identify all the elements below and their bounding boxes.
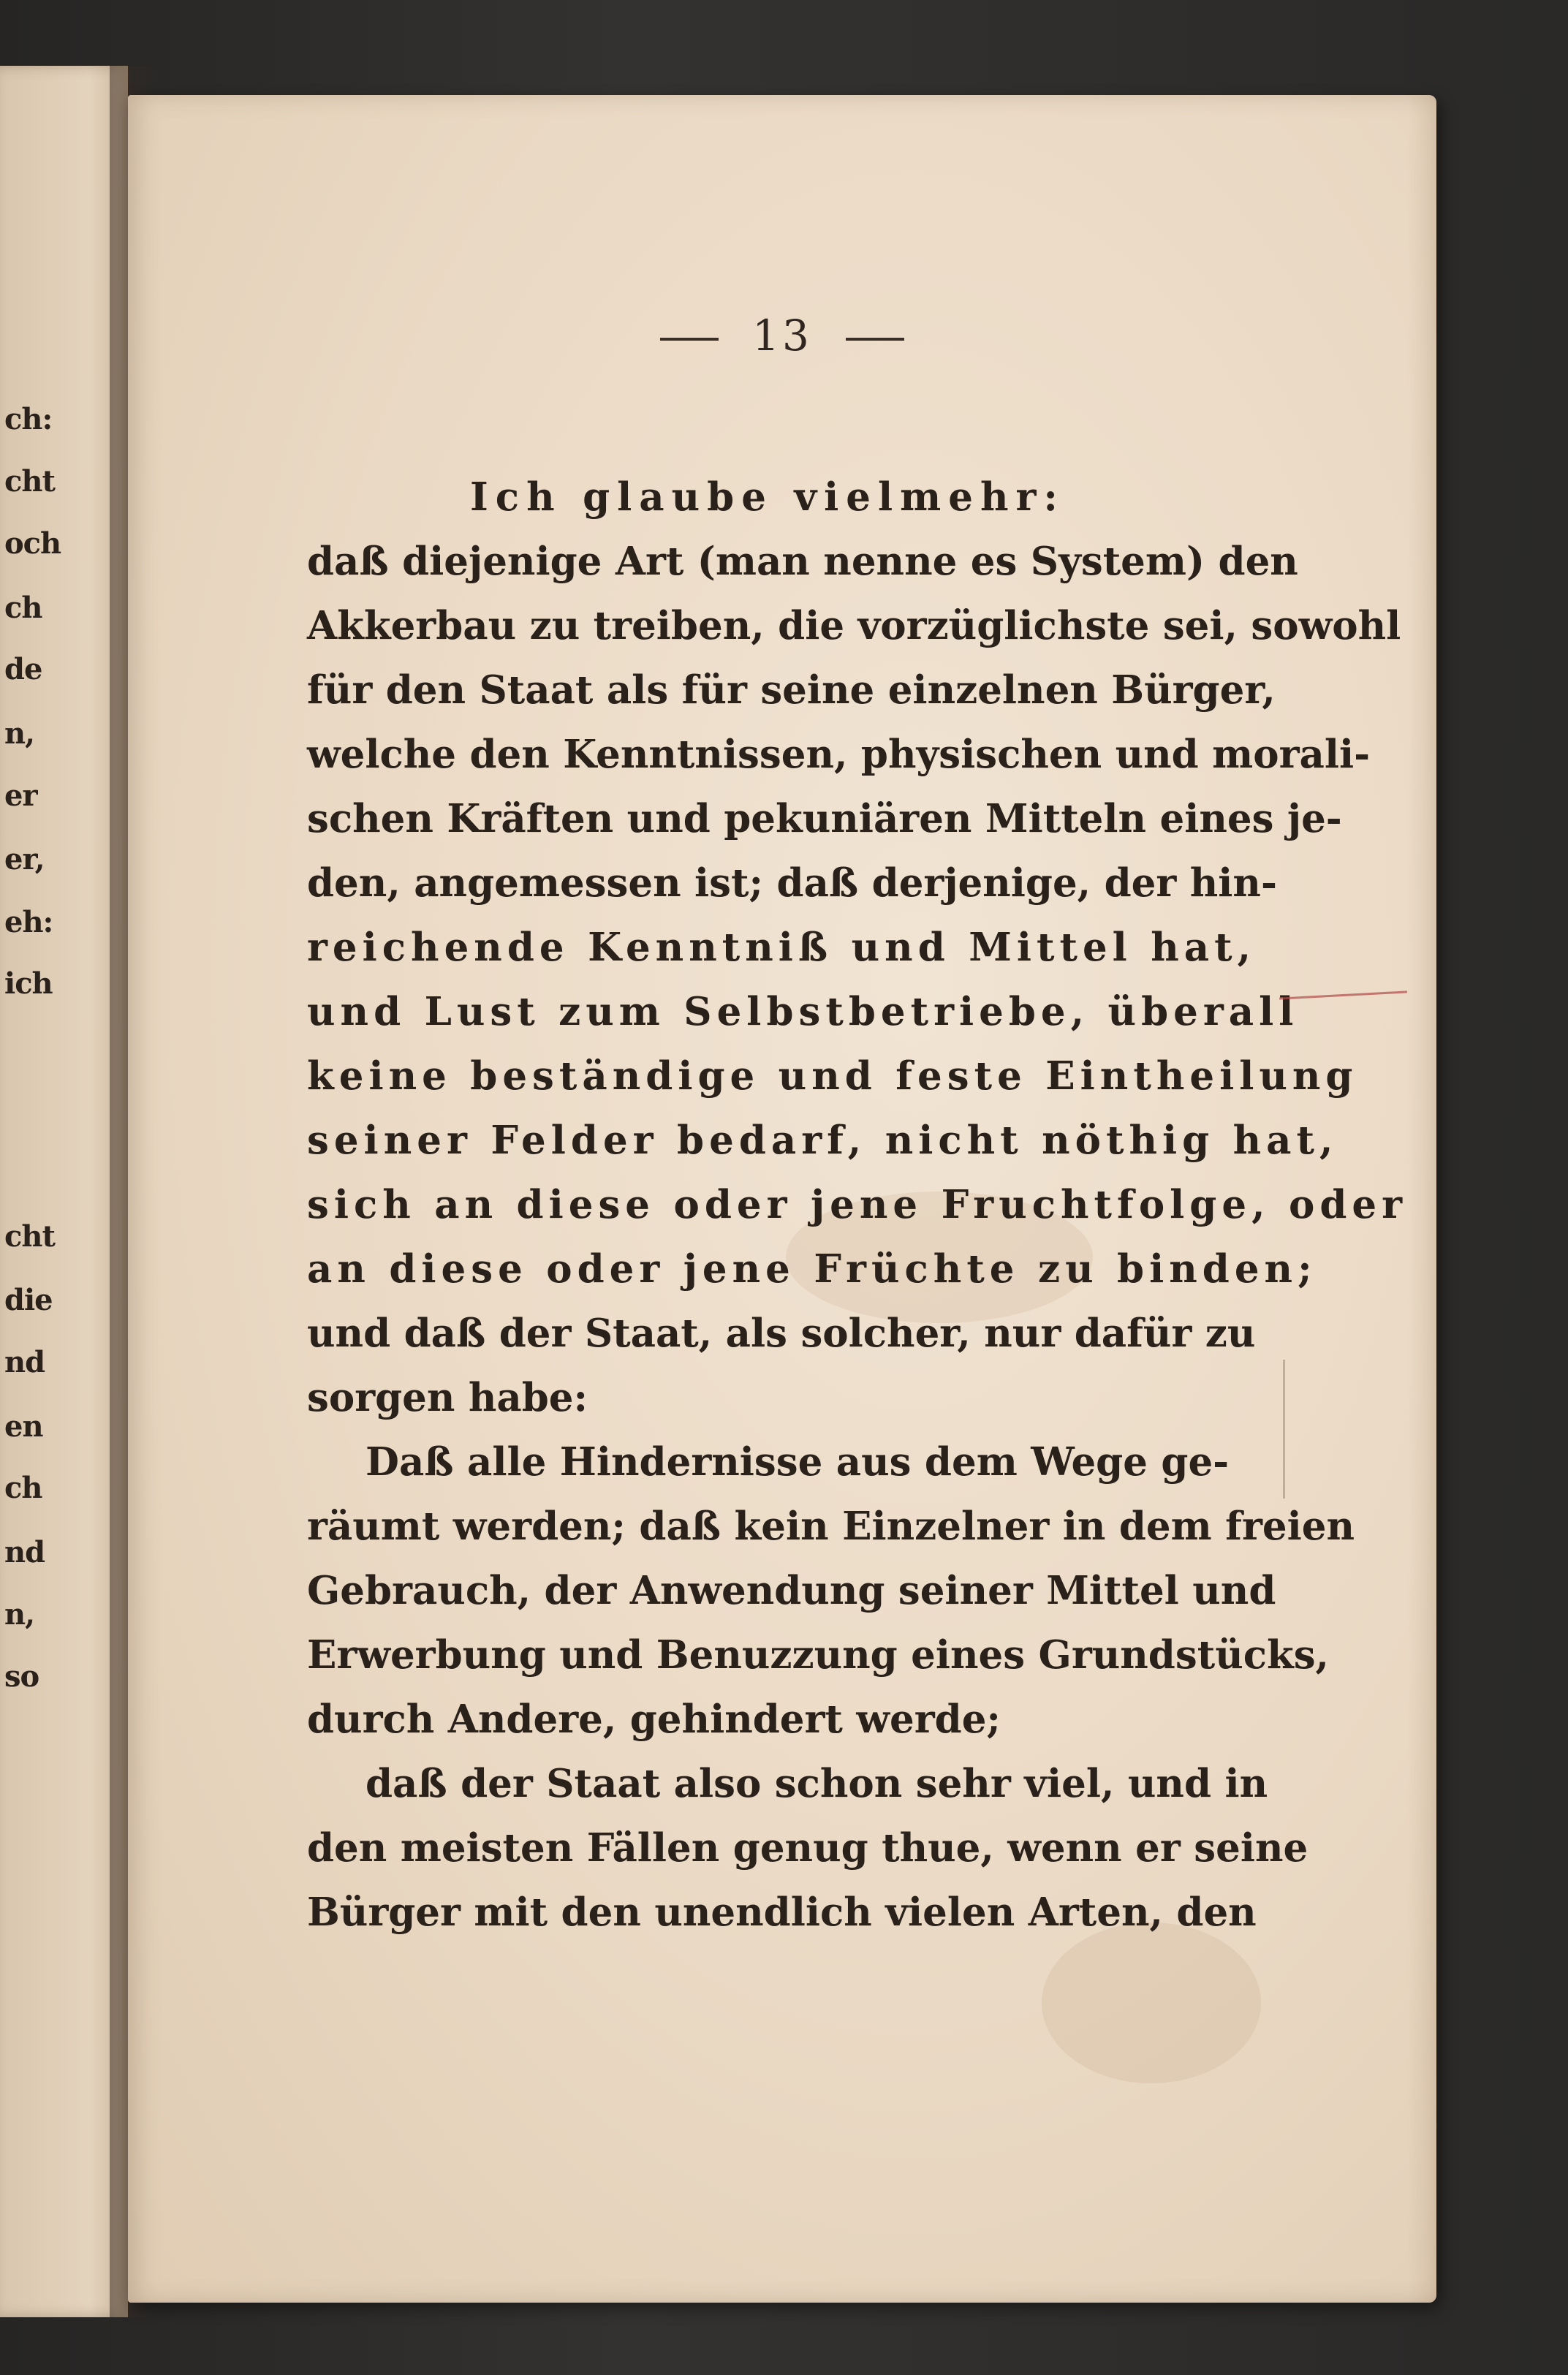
header-dash-right bbox=[846, 338, 904, 341]
left-fragment: nd bbox=[4, 1345, 45, 1379]
left-fragment: ch bbox=[4, 591, 42, 625]
text-line: Erwerbung und Benuzzung eines Grundstücks, bbox=[307, 1632, 1330, 1678]
left-fragment: cht bbox=[4, 1219, 55, 1254]
left-fragment: so bbox=[4, 1659, 39, 1694]
left-fragment: n, bbox=[4, 1597, 35, 1632]
text-line: Gebrauch, der Anwendung seiner Mittel und bbox=[307, 1568, 1276, 1613]
text-line: schen Kräften und pekuniären Mitteln eines je- bbox=[307, 796, 1342, 841]
right-page bbox=[128, 95, 1436, 2303]
left-fragment: ch: bbox=[4, 402, 53, 436]
text-line: Akkerbau zu treiben, die vorzüglichste sei, sowohl bbox=[307, 603, 1401, 648]
text-line: und daß der Staat, als solcher, nur dafür zu bbox=[307, 1311, 1256, 1356]
header-dash-left bbox=[660, 338, 719, 341]
left-fragment: cht bbox=[4, 464, 55, 499]
text-line: an diese oder jene Früchte zu binden; bbox=[307, 1246, 1317, 1292]
left-fragment: en bbox=[4, 1409, 43, 1444]
text-line: daß der Staat also schon sehr viel, und in bbox=[366, 1761, 1268, 1806]
text-line: Ich glaube vielmehr: bbox=[470, 474, 1065, 520]
text-line: räumt werden; daß kein Einzelner in dem freien bbox=[307, 1504, 1355, 1549]
text-line: keine beständige und feste Eintheilung bbox=[307, 1053, 1358, 1099]
paper-stain bbox=[1042, 1923, 1261, 2083]
pencil-mark bbox=[1283, 1360, 1285, 1499]
text-line: daß diejenige Art (man nenne es System) den bbox=[307, 539, 1298, 584]
text-line: sorgen habe: bbox=[307, 1375, 588, 1420]
left-fragment: die bbox=[4, 1283, 53, 1317]
text-line: welche den Kenntnissen, physischen und morali- bbox=[307, 732, 1371, 777]
text-line: für den Staat als für seine einzelnen Bürger, bbox=[307, 667, 1276, 713]
text-line: den meisten Fällen genug thue, wenn er seine bbox=[307, 1825, 1308, 1871]
text-line: reichende Kenntniß und Mittel hat, bbox=[307, 925, 1257, 970]
left-fragment: nd bbox=[4, 1535, 45, 1569]
left-fragment: ch bbox=[4, 1471, 42, 1505]
page-number: 13 bbox=[752, 311, 812, 360]
left-fragment: eh: bbox=[4, 905, 53, 939]
left-fragment: och bbox=[4, 526, 61, 561]
text-line: und Lust zum Selbstbetriebe, überall bbox=[307, 989, 1299, 1034]
left-fragment: er, bbox=[4, 842, 45, 876]
left-fragment: er bbox=[4, 779, 37, 813]
text-line: Daß alle Hindernisse aus dem Wege ge- bbox=[366, 1439, 1230, 1485]
left-facing-page bbox=[0, 66, 128, 2317]
text-line: seiner Felder bedarf, nicht nöthig hat, bbox=[307, 1118, 1338, 1163]
page-header bbox=[128, 311, 1436, 360]
red-ink-mark bbox=[1279, 990, 1407, 999]
left-fragment: n, bbox=[4, 716, 35, 751]
text-line: den, angemessen ist; daß derjenige, der hin- bbox=[307, 860, 1277, 906]
left-page-text-fragments bbox=[0, 66, 128, 2317]
left-fragment: ich bbox=[4, 966, 53, 1001]
text-line: Bürger mit den unendlich vielen Arten, den bbox=[307, 1890, 1257, 1935]
text-line: durch Andere, gehindert werde; bbox=[307, 1697, 1001, 1742]
left-fragment: de bbox=[4, 652, 42, 686]
text-line: sich an diese oder jene Fruchtfolge, oder bbox=[307, 1182, 1408, 1227]
